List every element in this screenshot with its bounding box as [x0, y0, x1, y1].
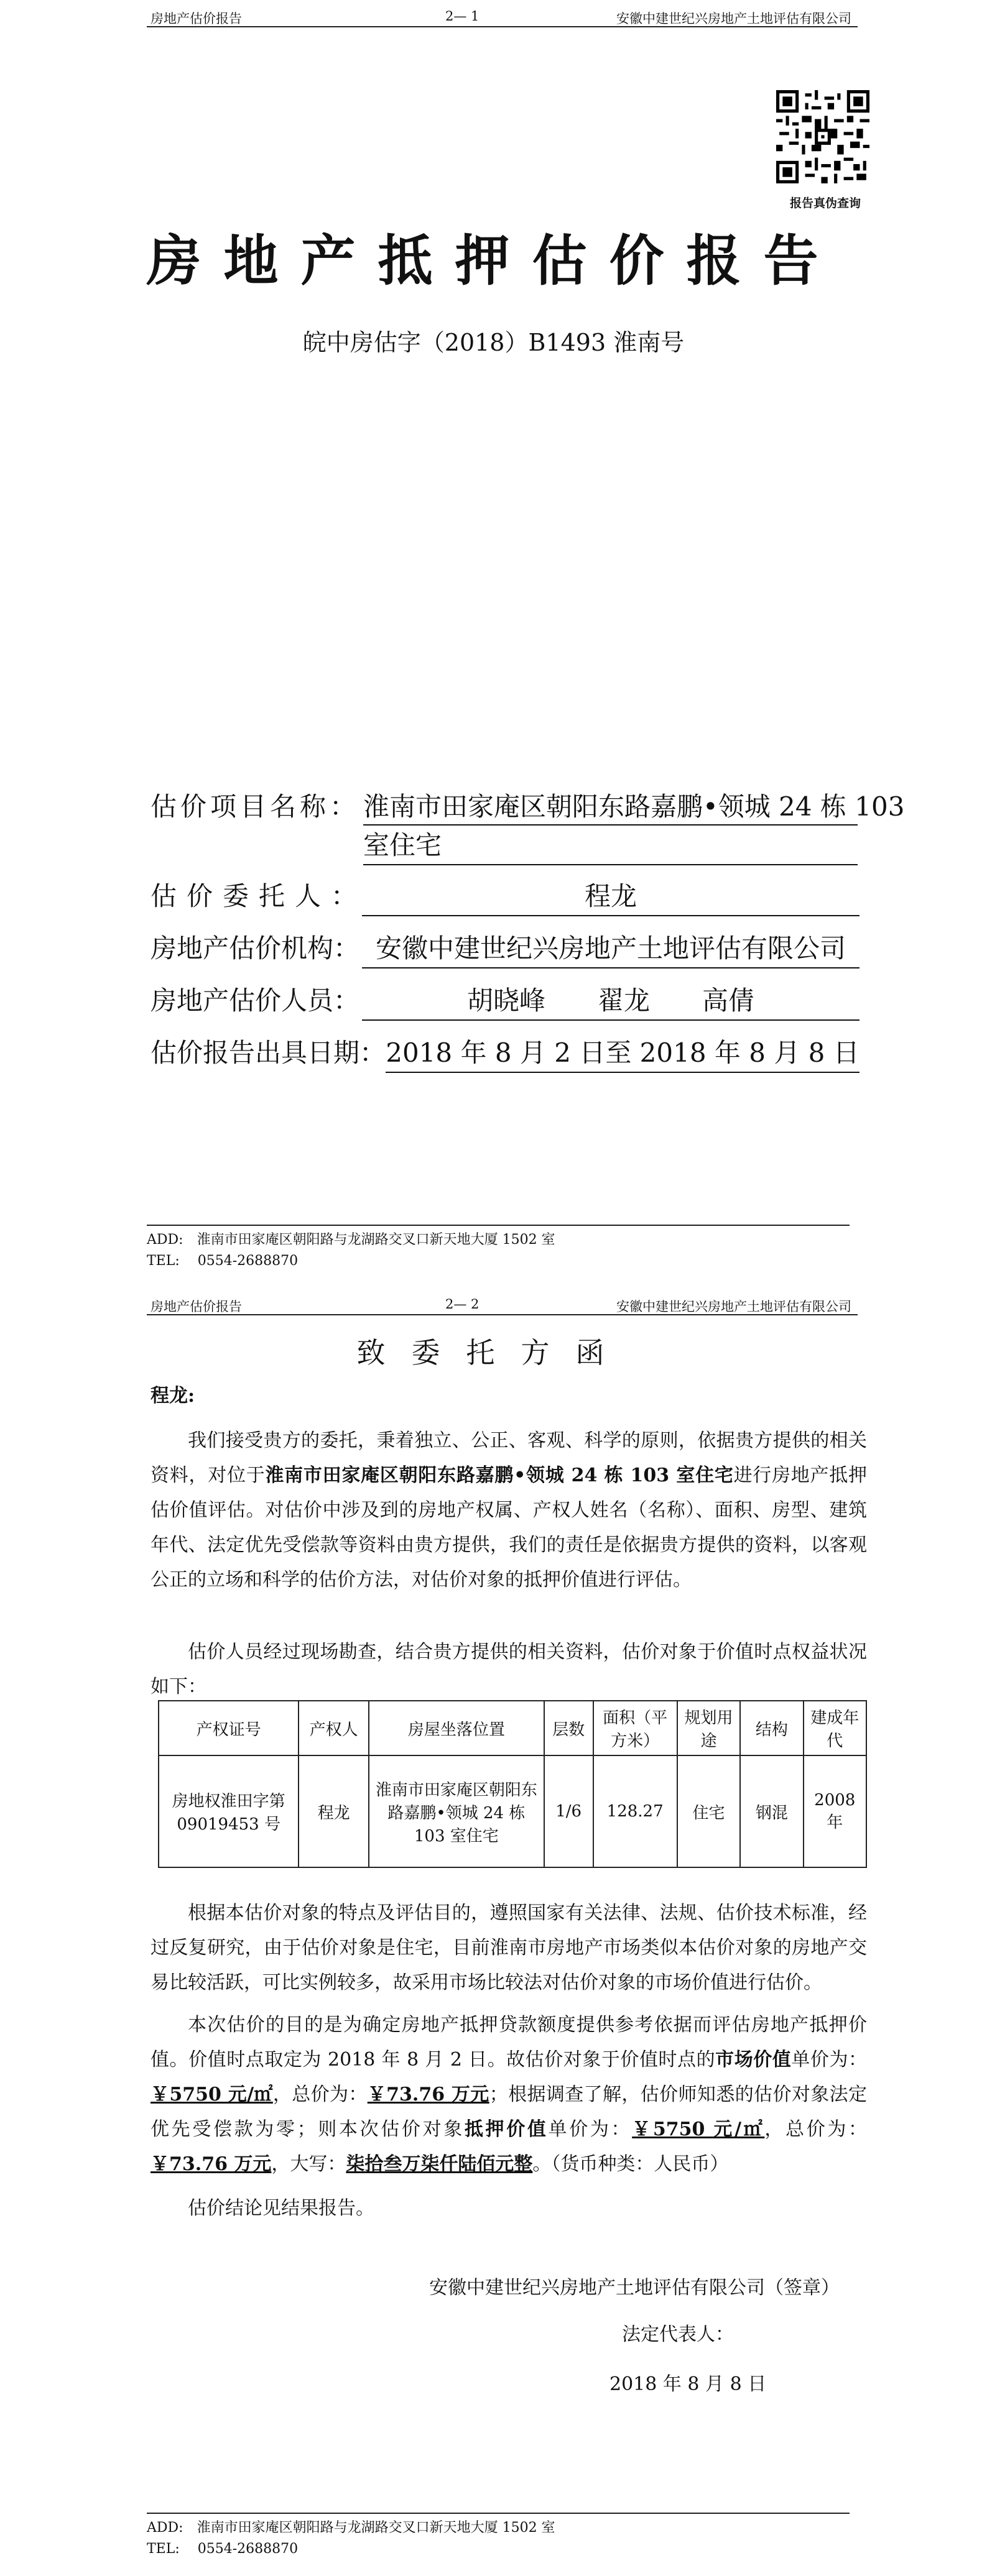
header-page-number: 2— 1 [445, 9, 480, 24]
field-appraisers [151, 982, 866, 1022]
table-header-cell: 面积（平方米） [593, 1701, 677, 1755]
paragraph-1 [151, 1424, 867, 1598]
text: 单价为： [791, 2049, 868, 2071]
field-value-line2: 室住宅 [363, 827, 858, 865]
text: ；根据调查了解，估价师知悉的估价对象法定优先受偿款为零；则本次估价对象 [151, 2084, 868, 2140]
text: 我们接受贵方的委托，秉着独立、公正、客观、科学的原则，依据贵方提供的相关资料，对位于 [151, 1430, 867, 1486]
table-header-cell: 结构 [740, 1701, 803, 1755]
paragraph-2: 估价人员经过现场勘查，结合贵方提供的相关资料，估价对象于价值时点权益状况如下： [151, 1641, 867, 1698]
field-value: 程龙 [362, 878, 860, 916]
footer-address: ADD: 淮南市田家庵区朝阳路与龙湖路交叉口新天地大厦 1502 室 [147, 1232, 555, 1248]
property-table [158, 1700, 867, 1868]
field-value: 胡晓峰 翟龙 高倩 [362, 982, 860, 1021]
field-agency [151, 930, 866, 970]
paragraph-3: 根据本估价对象的特点及评估目的，遵照国家有关法律、法规、估价技术标准，经过反复研究，由于估价对象是住宅，目前淮南市房地产市场类似本估价对象的房地产交易比较活跃，可比实例较多，故采用市场比较法对估价对象的市场价值进行估价。 [151, 1902, 867, 1994]
footer-tel: TEL: 0554-2688870 [147, 1253, 299, 1269]
table-cell: 1/6 [544, 1755, 593, 1867]
field-value: 安徽中建世纪兴房地产土地评估有限公司 [362, 930, 860, 968]
field-label: 房地产估价人员： [151, 985, 360, 1016]
text: 。（货币种类：人民币） [532, 2153, 729, 2175]
total-price-mortgage: ￥73.76 万元 [151, 2153, 272, 2175]
qr-code-icon[interactable] [776, 90, 869, 183]
page-header [147, 5, 858, 27]
table-header-cell: 产权证号 [159, 1701, 299, 1755]
text: 本次估价的目的是为确定房地产抵押贷款额度提供参考依据而评估房地产抵押价值。价值时点取定为 2018 年 8 月 2 日。故估价对象于价值时点的 [151, 2014, 867, 2071]
table-row [159, 1755, 866, 1867]
table-header-cell: 产权人 [299, 1701, 369, 1755]
report-number: 皖中房估字（2018）B1493 淮南号 [302, 329, 685, 356]
field-value: 2018 年 8 月 2 日至 2018 年 8 月 8 日 [386, 1034, 860, 1073]
field-label: 估价报告出具日期： [151, 1037, 386, 1068]
text: ，大写： [271, 2153, 346, 2175]
field-client [151, 878, 866, 918]
text: ，总价为： [272, 2084, 368, 2105]
market-value-label: 市场价值 [715, 2049, 792, 2071]
mortgage-value-label: 抵押价值 [464, 2118, 549, 2140]
header-company: 安徽中建世纪兴房地产土地评估有限公司 [616, 11, 851, 26]
table-cell: 淮南市田家庵区朝阳东路嘉鹏•领城 24 栋 103 室住宅 [369, 1755, 544, 1867]
unit-price: ￥5750 元/㎡ [151, 2084, 273, 2105]
field-label: 估价项目名称： [151, 791, 360, 822]
qr-caption: 报告真伪查询 [790, 196, 861, 210]
text: ，总价为： [764, 2118, 868, 2140]
table-header-row [159, 1701, 866, 1755]
paragraph-5: 估价结论见结果报告。 [188, 2197, 374, 2219]
text: 单价为： [548, 2118, 633, 2140]
page-header [147, 1293, 858, 1315]
field-value: 淮南市田家庵区朝阳东路嘉鹏•领城 24 栋 103 [363, 791, 905, 822]
field-label: 估价委托人： [151, 881, 368, 911]
property-address: 淮南市田家庵区朝阳东路嘉鹏•领城 24 栋 103 室住宅 [265, 1465, 734, 1486]
header-left: 房地产估价报告 [151, 11, 242, 26]
signature-date: 2018 年 8 月 8 日 [609, 2373, 767, 2395]
header-left: 房地产估价报告 [151, 1299, 242, 1314]
table-header-cell: 建成年代 [804, 1701, 866, 1755]
report-title: 房地产抵押估价报告 [146, 228, 841, 293]
header-company: 安徽中建世纪兴房地产土地评估有限公司 [616, 1299, 851, 1314]
field-project-name [151, 788, 905, 863]
table-header-cell: 规划用途 [677, 1701, 740, 1755]
salutation: 程龙: [151, 1385, 195, 1407]
table-header-cell: 层数 [544, 1701, 593, 1755]
letter-title: 致委托方函 [356, 1336, 631, 1369]
table-cell: 2008 年 [804, 1755, 866, 1867]
field-report-date [151, 1034, 866, 1074]
page-footer [147, 1225, 850, 1272]
table-header-cell: 房屋坐落位置 [369, 1701, 544, 1755]
footer-address: ADD: 淮南市田家庵区朝阳路与龙湖路交叉口新天地大厦 1502 室 [147, 2520, 555, 2536]
paragraph-4 [151, 2008, 867, 2182]
unit-price-mortgage: ￥5750 元/㎡ [632, 2118, 765, 2140]
table-cell: 程龙 [299, 1755, 369, 1867]
header-page-number: 2— 2 [445, 1297, 480, 1312]
price-in-words: 柒拾叁万柒仟陆佰元整 [346, 2153, 533, 2175]
footer-tel: TEL: 0554-2688870 [147, 2541, 299, 2557]
page-footer [147, 2513, 850, 2560]
table-cell: 房地权淮田字第 09019453 号 [159, 1755, 299, 1867]
signature-representative: 法定代表人： [622, 2324, 734, 2345]
field-label: 房地产估价机构： [151, 933, 360, 964]
table-cell: 住宅 [677, 1755, 740, 1867]
text: 进行房地产抵押估价值评估。对估价中涉及到的房地产权属、产权人姓名（名称）、面积、房型、建筑年代、法定优先受偿款等资料由贵方提供，我们的责任是依据贵方提供的资料，以客观公正的立场和科学的估价方法，对估价对象的抵押价值进行评估。 [151, 1465, 868, 1591]
signature-company: 安徽中建世纪兴房地产土地评估有限公司（签章） [429, 2277, 840, 2299]
total-price: ￥73.76 万元 [367, 2084, 489, 2105]
table-cell: 128.27 [593, 1755, 677, 1867]
table-cell: 钢混 [740, 1755, 803, 1867]
